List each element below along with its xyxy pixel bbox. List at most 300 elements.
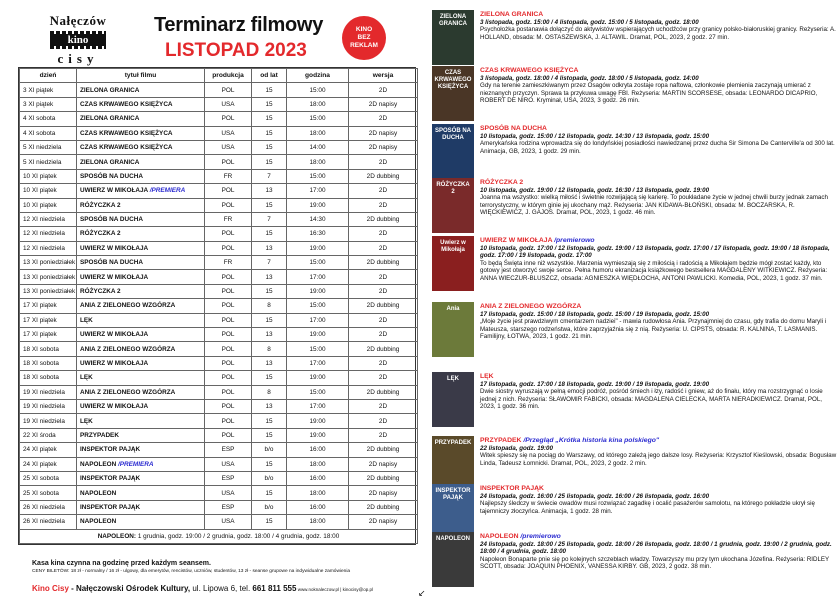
cell-version — [349, 457, 418, 471]
organization: - Nałęczowski Ośrodek Kultury, — [68, 584, 191, 593]
cell-production — [205, 428, 252, 442]
cell-day-text: 10 XI piątek — [23, 172, 57, 180]
cell-day-text: 12 XI niedziela — [23, 230, 65, 238]
cell-version-text: 2D dubbing — [366, 345, 400, 353]
cell-time — [287, 270, 349, 284]
cell-title — [77, 299, 205, 313]
cell-age-text: 13 — [265, 273, 273, 281]
cell-day — [20, 328, 77, 342]
table-row — [20, 385, 418, 399]
col-header-age: od lat — [252, 69, 287, 83]
cell-age-text: b/o — [264, 503, 274, 511]
cell-version — [349, 500, 418, 514]
cell-day-text: 3 XI piątek — [23, 86, 54, 94]
table-row — [20, 414, 418, 428]
cell-time-text: 16:00 — [309, 475, 326, 483]
cell-version-text: 2D — [378, 201, 388, 209]
cell-day — [20, 457, 77, 471]
cell-version-text: 2D dubbing — [366, 503, 400, 511]
cell-version — [349, 112, 418, 126]
cell-title — [77, 385, 205, 399]
cell-age-text: 13 — [265, 403, 273, 411]
cell-version-text: 2D — [378, 158, 388, 166]
cell-production-text: POL — [221, 244, 235, 252]
cell-version-text: 2D dubbing — [366, 216, 400, 224]
cell-production — [205, 471, 252, 485]
cell-title — [77, 112, 205, 126]
cell-age — [252, 313, 287, 327]
table-row — [20, 299, 418, 313]
cell-day — [20, 155, 77, 169]
film-title-text: UWIERZ W MIKOŁAJA — [480, 237, 553, 244]
cell-age-text: 15 — [265, 115, 273, 123]
poster-title: NAPOLEON — [435, 536, 470, 542]
film-poster — [432, 178, 474, 233]
cell-time-text: 18:00 — [309, 100, 326, 108]
cell-title — [77, 457, 205, 471]
cell-title — [77, 212, 205, 226]
cell-age-text: 15 — [265, 129, 273, 137]
film-poster — [432, 236, 474, 291]
cell-time — [287, 371, 349, 385]
cell-production-text: USA — [221, 144, 235, 152]
cell-title-text: ANIA Z ZIELONEGO WZGÓRZA — [80, 302, 176, 310]
cell-time-text: 19:00 — [309, 374, 326, 382]
film-info — [480, 11, 837, 41]
cell-time — [287, 443, 349, 457]
cell-title — [77, 140, 205, 154]
cell-title-text: CZAS KRWAWEGO KSIĘŻYCA — [80, 144, 173, 152]
poster-title: INSPEKTOR PAJĄK — [435, 488, 471, 501]
table-footer-row — [20, 529, 418, 543]
cell-day-text: 22 XI środa — [23, 431, 56, 439]
cell-time — [287, 198, 349, 212]
film-premiere-tag: /premierowo — [554, 237, 595, 244]
cell-title-text: PRZYPADEK — [80, 431, 119, 439]
cell-day — [20, 198, 77, 212]
cell-time — [287, 515, 349, 529]
poster-title: SPOSÓB NA DUCHA — [434, 128, 471, 141]
cell-production — [205, 399, 252, 413]
film-poster — [432, 66, 474, 121]
cell-title — [77, 414, 205, 428]
cell-title-text: NAPOLEON — [80, 518, 117, 526]
cell-title-text: SPOSÓB NA DUCHA — [80, 216, 143, 224]
cell-version — [349, 198, 418, 212]
cell-title-text: INSPEKTOR PAJĄK — [80, 475, 141, 483]
cell-production — [205, 356, 252, 370]
film-dates: 24 listopada, godz. 16:00 / 25 listopada, godz. 16:00 / 26 listopada, godz. 16:00 — [480, 492, 710, 500]
cell-age-text: 15 — [265, 230, 273, 238]
cell-version-text: 2D napisy — [368, 518, 398, 526]
cell-version — [349, 399, 418, 413]
cell-production-text: FR — [223, 216, 233, 224]
cell-time — [287, 414, 349, 428]
cell-time-text: 15:00 — [309, 115, 326, 123]
cell-version-text: 2D — [378, 417, 388, 425]
film-poster — [432, 10, 474, 65]
cell-day — [20, 471, 77, 485]
cell-age — [252, 112, 287, 126]
film-description: „Moje życie jest prawdziwym cmentarzem nadziei" - mawia rudowłosa Ania. Przynajmniej do czasu, gdy trafia do domu Maryli i Mateusza, starszego rodzeństwa, które zaprzyjaźnia się z nią. Reżyseria: U. CIPSTS, obsada: R. KALNINA, T. LASMANIS. Familijny, ŁOTWA, 2023, 1 godz. 21 min. — [480, 318, 827, 341]
film-descriptions — [430, 0, 839, 600]
cell-age — [252, 428, 287, 442]
cell-title-text: UWIERZ W MIKOŁAJA — [80, 244, 149, 252]
cell-title — [77, 399, 205, 413]
cell-age — [252, 241, 287, 255]
cell-time — [287, 83, 349, 97]
table-row — [20, 155, 418, 169]
cell-production — [205, 97, 252, 111]
cell-version-text: 2D dubbing — [366, 302, 400, 310]
poster-title: RÓŻYCZKA 2 — [436, 182, 470, 195]
cell-version-text: 2D napisy — [368, 100, 398, 108]
cell-production — [205, 342, 252, 356]
film-dates: 24 listopada, godz. 18:00 / 25 listopada, godz. 18:00 / 26 listopada, godz. 18:00 / 1 grudnia, godz. 19:00 / 2 grudnia, godz. 18:00 / 4 grudnia, godz. 18:00 — [480, 540, 832, 556]
cell-day-text: 4 XI sobota — [23, 129, 56, 137]
cell-day-text: 12 XI niedziela — [23, 216, 65, 224]
cell-title — [77, 97, 205, 111]
cell-age-text: 7 — [267, 216, 271, 224]
cell-day — [20, 414, 77, 428]
cell-production-text: POL — [221, 187, 235, 195]
cell-version — [349, 169, 418, 183]
cell-age — [252, 184, 287, 198]
cell-day — [20, 299, 77, 313]
address: ul. Lipowa 6, tel. — [190, 584, 253, 593]
cell-title — [77, 356, 205, 370]
cell-version — [349, 443, 418, 457]
cell-production — [205, 414, 252, 428]
cell-day — [20, 227, 77, 241]
film-poster — [432, 436, 474, 491]
cell-age-text: 8 — [267, 345, 271, 353]
table-row — [20, 515, 418, 529]
col-header-time: godzina — [287, 69, 349, 83]
cell-time-text: 19:00 — [309, 417, 326, 425]
film-dates: 3 listopada, godz. 15:00 / 4 listopada, godz. 15:00 / 5 listopada, godz. 18:00 — [480, 18, 699, 26]
table-row — [20, 371, 418, 385]
cell-age — [252, 342, 287, 356]
cell-version — [349, 140, 418, 154]
cell-day-text: 18 XI sobota — [23, 345, 59, 353]
cell-day — [20, 284, 77, 298]
cell-time-text: 15:00 — [309, 86, 326, 94]
film-info — [480, 125, 837, 155]
cell-time — [287, 399, 349, 413]
cell-time-text: 15:00 — [309, 388, 326, 396]
cell-day — [20, 169, 77, 183]
cell-production — [205, 443, 252, 457]
cell-day-text: 10 XI piątek — [23, 187, 57, 195]
cell-production — [205, 212, 252, 226]
film-description: To będą Święta inne niż wszystkie. Marzenia wymieszają się z miłością i radością a Mikołajem będzie mógł zostać każdy, kto gotowy jest otworzyć swoje serce. Pełna humoru ekranizacja książkowego bestsellera MAGDALENY WITKIEWICZ. Reżyseria: ANNA WIECZUR-BLUSZCZ, obsada: AGNIESZKA WIĘDŁOCHA, ANTONI PAWLICKI. Komedia, POL, 2023, 1 godz. 37 min. — [480, 259, 828, 282]
cell-version — [349, 342, 418, 356]
cell-day-text: 10 XI piątek — [23, 201, 57, 209]
cell-time-text: 18:00 — [309, 460, 326, 468]
cell-version-text: 2D — [378, 403, 388, 411]
cell-version-text: 2D — [378, 244, 388, 252]
film-title — [480, 437, 837, 445]
premiere-tag: /PREMIERA — [118, 460, 154, 468]
cell-version-text: 2D napisy — [368, 144, 398, 152]
cell-production-text: POL — [221, 273, 235, 281]
film-info — [480, 179, 837, 217]
cell-time-text: 14:00 — [309, 144, 326, 152]
cell-production — [205, 371, 252, 385]
cell-day — [20, 342, 77, 356]
cell-age-text: 15 — [265, 518, 273, 526]
film-title — [480, 533, 837, 541]
cell-title-text: INSPEKTOR PAJĄK — [80, 446, 141, 454]
cell-title — [77, 284, 205, 298]
logo-top-text: Nałęczów — [49, 13, 107, 28]
cell-version-text: 2D — [378, 360, 388, 367]
cell-time — [287, 284, 349, 298]
cell-day-text: 5 XI niedziela — [23, 158, 62, 166]
cell-time — [287, 169, 349, 183]
cell-version-text: 2D — [378, 273, 388, 281]
film-poster — [432, 372, 474, 427]
cell-time-text: 15:00 — [309, 172, 326, 180]
cell-production — [205, 112, 252, 126]
film-title-text: PRZYPADEK — [480, 437, 522, 444]
cell-title — [77, 270, 205, 284]
cell-time-text: 18:00 — [309, 518, 326, 526]
cell-age — [252, 515, 287, 529]
cell-version-text: 2D — [378, 230, 388, 238]
logo-mid-text: kino — [50, 34, 106, 46]
film-info — [480, 303, 837, 341]
cell-production-text: FR — [223, 259, 233, 267]
cell-production-text: FR — [223, 172, 233, 180]
table-row — [20, 97, 418, 111]
cell-version — [349, 414, 418, 428]
poster-title: Uwierz w Mikołaja — [440, 240, 466, 253]
table-row — [20, 270, 418, 284]
cell-day-text: 19 XI niedziela — [23, 403, 65, 411]
cell-production — [205, 500, 252, 514]
cell-day-text: 17 XI piątek — [23, 302, 57, 310]
cell-title-text: UWIERZ W MIKOŁAJA — [80, 273, 149, 281]
cell-title — [77, 184, 205, 198]
cell-production-text: ESP — [221, 503, 235, 511]
cell-age-text: 15 — [265, 316, 273, 324]
cell-version-text: 2D dubbing — [366, 446, 400, 454]
cell-title-text: RÓŻYCZKA 2 — [80, 288, 121, 296]
cell-production — [205, 241, 252, 255]
website-email: www.noknaleczow.pl | kinocisy@op.pl — [296, 587, 373, 592]
cell-day — [20, 212, 77, 226]
cell-version — [349, 515, 418, 529]
cell-age — [252, 399, 287, 413]
cell-production-text: POL — [221, 201, 235, 209]
cell-production — [205, 270, 252, 284]
table-row — [20, 184, 418, 198]
contact-line — [32, 584, 373, 593]
cell-age-text: 15 — [265, 374, 273, 382]
cell-title-text: SPOSÓB NA DUCHA — [80, 259, 143, 267]
cell-production-text: ESP — [221, 446, 235, 454]
cell-title-text: RÓŻYCZKA 2 — [80, 230, 121, 238]
cell-production-text: USA — [221, 460, 235, 468]
cell-title — [77, 342, 205, 356]
film-title — [480, 237, 837, 245]
cell-day — [20, 112, 77, 126]
cell-day-text: 26 XI niedziela — [23, 503, 65, 511]
table-row — [20, 443, 418, 457]
cell-production-text: POL — [221, 316, 235, 324]
cell-age-text: 13 — [265, 331, 273, 339]
cell-title — [77, 313, 205, 327]
cell-age-text: 8 — [267, 388, 271, 396]
film-description: Najlepszy śledczy w świecie owadów musi rozwiązać zagadkę i ocalić pasażerów samolotu, na którego pokładzie ukrył się tajemniczy złoczyńca. Animacja, 1 godz. 28 min. — [480, 500, 815, 515]
cell-day — [20, 500, 77, 514]
cell-version — [349, 385, 418, 399]
cell-age — [252, 227, 287, 241]
table-row — [20, 500, 418, 514]
cell-title-text: LĘK — [80, 417, 93, 425]
page-title: Terminarz filmowy — [154, 14, 324, 36]
cell-time-text: 15:00 — [309, 259, 326, 267]
cell-age-text: 15 — [265, 144, 273, 152]
cell-day-text: 12 XI niedziela — [23, 244, 65, 252]
cell-age — [252, 371, 287, 385]
badge-line: KINO — [355, 26, 373, 33]
film-poster — [432, 532, 474, 587]
cell-time — [287, 241, 349, 255]
cell-age — [252, 198, 287, 212]
premiere-tag: /PREMIERA — [149, 187, 186, 195]
cell-version — [349, 486, 418, 500]
cell-time-text: 15:00 — [309, 302, 326, 310]
cell-version — [349, 241, 418, 255]
cell-production — [205, 126, 252, 140]
cell-day-text: 3 XI piątek — [23, 100, 54, 108]
cell-title — [77, 515, 205, 529]
cell-version-text: 2D napisy — [368, 129, 398, 137]
cell-title — [77, 471, 205, 485]
cell-version — [349, 299, 418, 313]
film-poster — [432, 124, 474, 179]
cell-age-text: 15 — [265, 460, 273, 468]
table-row — [20, 241, 418, 255]
cell-age — [252, 443, 287, 457]
cell-day — [20, 97, 77, 111]
cell-production-text: POL — [221, 403, 235, 411]
cell-age-text: 15 — [265, 431, 273, 439]
cell-day — [20, 241, 77, 255]
cell-day-text: 25 XI sobota — [23, 475, 59, 483]
cell-version — [349, 256, 418, 270]
film-dates: 17 listopada, godz. 17:00 / 18 listopada, godz. 19:00 / 19 listopada, godz. 19:00 — [480, 380, 710, 388]
cell-age-text: 15 — [265, 86, 273, 94]
cell-age-text: 7 — [267, 172, 271, 180]
cell-day-text: 26 XI niedziela — [23, 518, 65, 526]
cell-title-text: ANIA Z ZIELONEGO WZGÓRZA — [80, 388, 176, 396]
cell-title-text: CZAS KRWAWEGO KSIĘŻYCA — [80, 129, 173, 137]
poster-title: CZAS KRWAWEGO KSIĘŻYCA — [434, 70, 472, 90]
cell-title-text: INSPEKTOR PAJĄK — [80, 503, 141, 511]
cell-production — [205, 184, 252, 198]
curl-mark-icon: ↙ — [418, 588, 426, 598]
phone-number: 661 811 555 — [252, 584, 297, 593]
cell-title — [77, 500, 205, 514]
cell-age-text: 13 — [265, 360, 273, 367]
cell-time — [287, 97, 349, 111]
cell-title-text: LĘK — [80, 316, 93, 324]
cell-age — [252, 97, 287, 111]
cell-version — [349, 155, 418, 169]
cell-time — [287, 457, 349, 471]
film-dates: 17 listopada, godz. 15:00 / 18 listopada, godz. 15:00 / 19 listopada, godz. 15:00 — [480, 310, 710, 318]
cell-title-text: ZIELONA GRANICA — [80, 86, 140, 94]
cell-title-text: ZIELONA GRANICA — [80, 115, 140, 123]
table-row — [20, 457, 418, 471]
col-header-day: dzień — [20, 69, 77, 83]
cell-version — [349, 313, 418, 327]
table-row — [20, 212, 418, 226]
table-row — [20, 112, 418, 126]
film-info — [480, 485, 837, 515]
cell-title-text: SPOSÓB NA DUCHA — [80, 172, 143, 180]
film-poster — [432, 302, 474, 357]
cell-age — [252, 385, 287, 399]
cell-age-text: 15 — [265, 489, 273, 497]
cell-version-text: 2D dubbing — [366, 475, 400, 483]
cell-day-text: 18 XI sobota — [23, 360, 59, 367]
cell-time — [287, 155, 349, 169]
poster-title: PRZYPADEK — [434, 440, 472, 446]
film-title-text: ZIELONA GRANICA — [480, 11, 544, 18]
cell-age-text: 15 — [265, 158, 273, 166]
cell-title-text: ZIELONA GRANICA — [80, 158, 140, 166]
cell-title — [77, 428, 205, 442]
poster-title: Ania — [446, 306, 460, 312]
cell-version-text: 2D napisy — [368, 489, 398, 497]
cell-age — [252, 486, 287, 500]
cell-time — [287, 385, 349, 399]
cinema-name: Kino Cisy — [32, 584, 69, 593]
cell-production-text: POL — [221, 417, 235, 425]
cell-version — [349, 212, 418, 226]
ticket-prices: CENY BILETÓW: 18 zł - normalny / 16 zł - ulgowy, dla emerytów, rencistów, uczniów, studentów, 13 zł - seanse grupowe na indywidualne zamówienia — [32, 569, 351, 574]
cell-title — [77, 486, 205, 500]
cell-title — [77, 241, 205, 255]
cell-day — [20, 256, 77, 270]
cell-version — [349, 270, 418, 284]
cell-time-text: 19:00 — [309, 331, 326, 339]
cell-age — [252, 212, 287, 226]
cell-age-text: 15 — [265, 417, 273, 425]
cell-day — [20, 443, 77, 457]
cell-version — [349, 471, 418, 485]
cell-title-text: UWIERZ W MIKOŁAJA — [80, 403, 149, 411]
film-title-text: ANIA Z ZIELONEGO WZGÓRZA — [480, 303, 582, 310]
cell-production-text: POL — [221, 288, 235, 296]
cell-day-text: 17 XI piątek — [23, 331, 57, 339]
cell-time — [287, 227, 349, 241]
cell-version-text: 2D — [378, 374, 388, 382]
cell-age — [252, 155, 287, 169]
film-title — [480, 11, 837, 19]
cell-production — [205, 284, 252, 298]
film-dates: 3 listopada, godz. 18:00 / 4 listopada, godz. 18:00 / 5 listopada, godz. 14:00 — [480, 74, 699, 82]
cell-production — [205, 155, 252, 169]
col-header-version: wersja — [349, 69, 418, 83]
film-premiere-tag: /premierowo — [520, 533, 561, 540]
badge-line: REKLAM — [350, 42, 378, 49]
